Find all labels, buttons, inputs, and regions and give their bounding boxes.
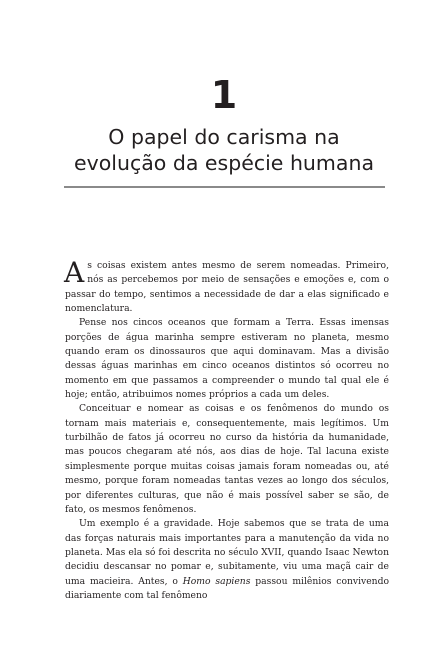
paragraph-3: Conceituar e nomear as coisas e os fenômenos do mundo os tornam mais materiais e, consequentemente, mais legítimos. Um turbilhão de fatos já ocorreu no curso da história da humanidade, mas poucos chegaram até nós, aos dias de hoje. Tal lacuna existe simplesmente porque muitas coisas jamais foram nomeadas ou, até mesmo, porque foram nomeadas tantas vezes ao longo dos séculos, por diferentes culturas, que não é mais possível saber se são, de fato, os mesmos fenômenos. — [65, 403, 389, 515]
chapter-title-line-1: O papel do carisma na — [108, 125, 340, 149]
title-divider — [64, 186, 385, 188]
chapter-number: 1 — [210, 73, 238, 117]
paragraph-4-italic: Homo sapiens — [182, 575, 251, 587]
body-text — [64, 256, 389, 603]
paragraph-4-text-start: Um exemplo é a gravidade. Hoje sabemos que se trata de uma das forças naturais mais importantes para a manutenção da vida no planeta. Mas ela só foi descrita no século XVII, quando Isaac Newton decidiu descansar no pomar e, subitamente, viu uma maçã cair de uma macieira. Antes, o — [65, 518, 389, 587]
paragraph-1 — [64, 256, 389, 316]
drop-cap: A — [64, 256, 85, 289]
paragraph-1-text: s coisas existem antes mesmo de serem nomeadas. Primeiro, nós as percebemos por meio de sensações e emoções e, com o passar do tempo, sentimos a necessidade de dar a elas significado e nomenclatura. — [65, 260, 389, 315]
paragraph-2: Pense nos cincos oceanos que formam a Terra. Essas imensas porções de água marinha sempre estiveram no planeta, mesmo quando eram os dinossauros que aqui dominavam. Mas a divisão dessas águas marinhas em cinco oceanos distintos só ocorreu no momento em que passamos a compreender o mundo tal qual ele é hoje; então, atribuimos nomes próprios a cada um deles. — [65, 317, 389, 401]
chapter-title — [0, 124, 448, 176]
paragraph-4 — [65, 517, 389, 603]
paragraph-4-text-end: passou milênios convivendo diariamente com tal fenômeno — [65, 575, 389, 601]
chapter-title-line-2: evolução da espécie humana — [73, 151, 375, 175]
